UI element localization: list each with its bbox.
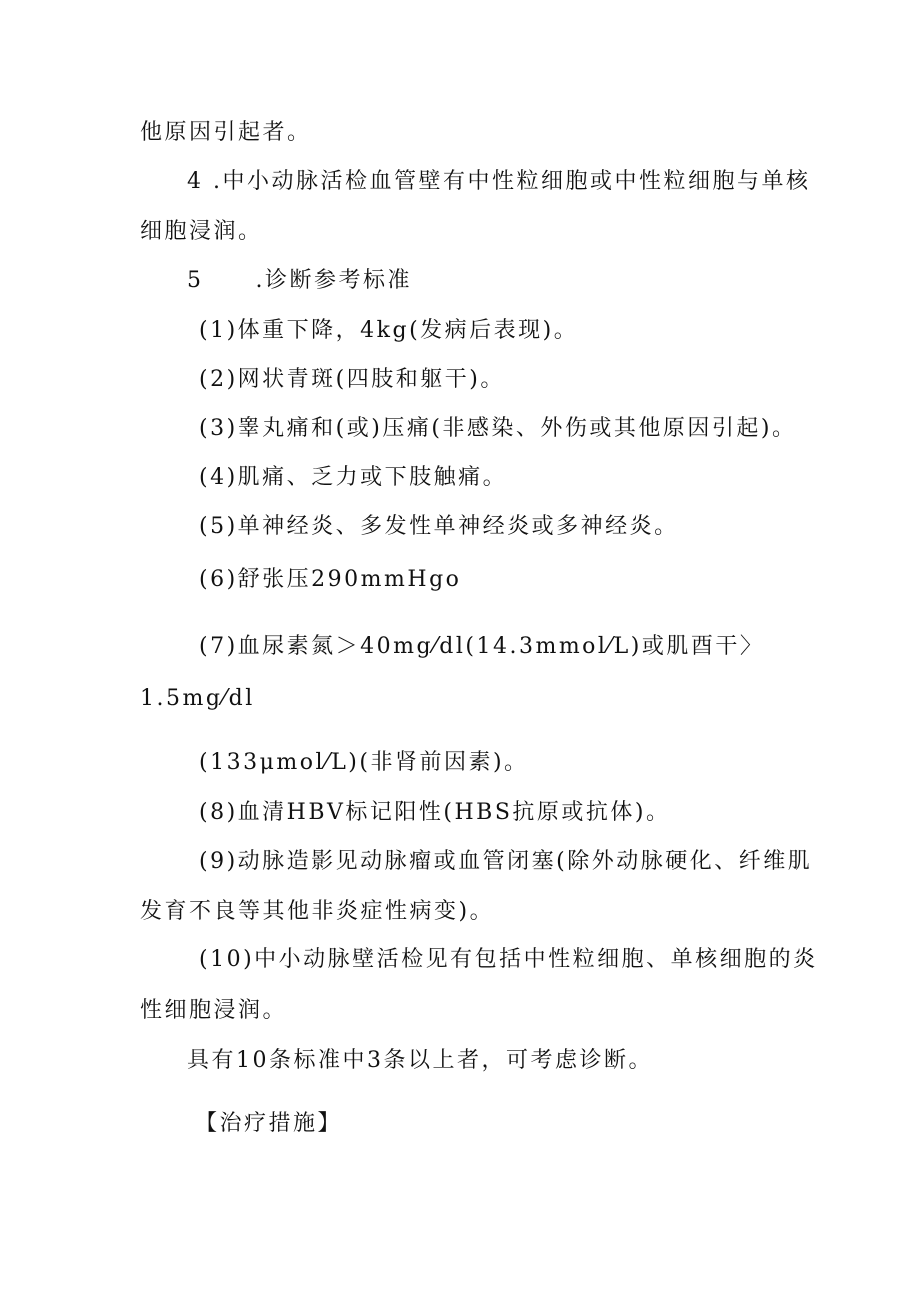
criterion-6: (6)舒张压290mmHgo bbox=[199, 567, 462, 592]
item-number: 5 bbox=[187, 268, 204, 293]
text-line-2: 4 .中小动脉活检血管壁有中性粒细胞或中性粒细胞与单核 bbox=[187, 169, 811, 194]
criterion-9-cont: 发育不良等其他非炎症性病变)。 bbox=[140, 899, 495, 924]
criterion-7: (7)血尿素氮＞40mg⁄dl(14.3mmol⁄L)或肌酉干〉 bbox=[199, 634, 765, 659]
text-line-1: 他原因引起者。 bbox=[140, 120, 312, 145]
criterion-4: (4)肌痛、乏力或下肢触痛。 bbox=[199, 465, 508, 490]
criterion-1: (1)体重下降，4kg(发病后表现)。 bbox=[199, 318, 579, 343]
criterion-10: (10)中小动脉壁活检见有包括中性粒细胞、单核细胞的炎 bbox=[199, 947, 818, 972]
criterion-3: (3)睾丸痛和(或)压痛(非感染、外伤或其他原因引起)。 bbox=[199, 416, 797, 441]
criterion-7-cont-2: (133μmol⁄L)(非肾前因素)。 bbox=[199, 750, 529, 775]
text-line-3: 细胞浸润。 bbox=[140, 219, 263, 244]
section-heading: 【治疗措施】 bbox=[195, 1111, 343, 1136]
criterion-8: (8)血清HBV标记阳性(HBS抗原或抗体)。 bbox=[199, 800, 671, 825]
text-line-4 bbox=[187, 266, 412, 296]
criterion-5: (5)单神经炎、多发性单神经炎或多神经炎。 bbox=[199, 514, 679, 539]
diagnosis-rule: 具有10条标准中3条以上者，可考虑诊断。 bbox=[187, 1048, 653, 1073]
criterion-7-cont: 1.5mg⁄dl bbox=[140, 686, 255, 711]
criterion-9: (9)动脉造影见动脉瘤或血管闭塞(除外动脉硬化、纤维肌 bbox=[199, 849, 813, 874]
item-heading: .诊断参考标准 bbox=[255, 268, 412, 293]
criterion-10-cont: 性细胞浸润。 bbox=[140, 998, 288, 1023]
criterion-2: (2)网状青斑(四肢和躯干)。 bbox=[199, 367, 505, 392]
